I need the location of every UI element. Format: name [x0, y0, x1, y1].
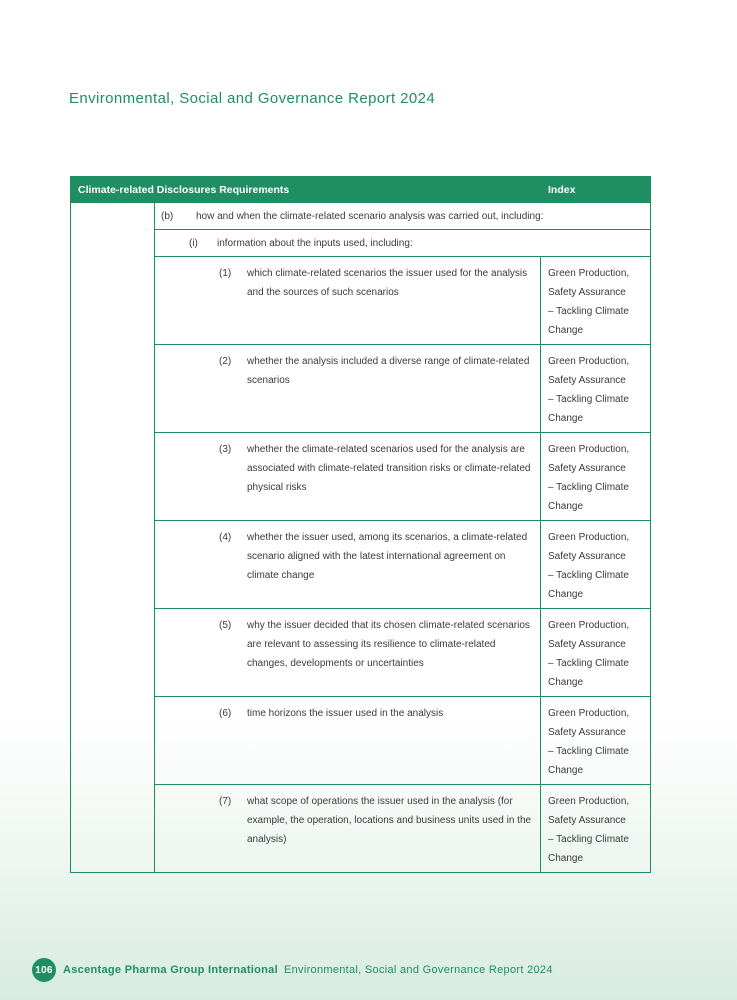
index-line: – Tackling Climate: [548, 394, 629, 405]
item-number: (3): [219, 444, 232, 455]
item-index-cell: [541, 785, 651, 873]
index-line: – Tackling Climate: [548, 746, 629, 757]
disclosures-table: [70, 176, 651, 873]
index-line: Green Production,: [548, 708, 630, 719]
item-index-cell: [541, 609, 651, 697]
index-line: Change: [548, 765, 584, 776]
index-line: Safety Assurance: [548, 639, 626, 650]
index-line: Change: [548, 501, 584, 512]
blank-left-cell: [71, 203, 155, 873]
item-index-cell: [541, 257, 651, 345]
index-line: – Tackling Climate: [548, 658, 629, 669]
row-i-label: (i): [189, 237, 198, 249]
index-line: Safety Assurance: [548, 727, 626, 738]
index-line: Change: [548, 589, 584, 600]
item-text: whether the issuer used, among its scenarios, a climate-related scenario aligned with the latest international agreement on climate change: [247, 532, 528, 581]
item-requirement-cell: [155, 345, 541, 433]
item-requirement-cell: [155, 785, 541, 873]
index-line: Green Production,: [548, 796, 630, 807]
item-text: time horizons the issuer used in the analysis: [247, 708, 444, 719]
index-line: Green Production,: [548, 444, 630, 455]
item-index-cell: [541, 697, 651, 785]
index-line: Change: [548, 325, 584, 336]
item-text: which climate-related scenarios the issuer used for the analysis and the sources of such scenarios: [247, 268, 528, 298]
table-header-row: [71, 177, 651, 203]
index-line: Green Production,: [548, 620, 630, 631]
report-title: Environmental, Social and Governance Report 2024: [69, 90, 436, 107]
item-number: (6): [219, 708, 232, 719]
table-row: [71, 345, 651, 433]
index-line: – Tackling Climate: [548, 570, 629, 581]
page-footer: [32, 958, 553, 982]
item-number: (7): [219, 796, 232, 807]
index-line: – Tackling Climate: [548, 834, 629, 845]
item-requirement-cell: [155, 697, 541, 785]
table-row: [71, 785, 651, 873]
index-line: Safety Assurance: [548, 375, 626, 386]
item-requirement-cell: [155, 257, 541, 345]
item-text: whether the analysis included a diverse range of climate-related scenarios: [247, 356, 530, 386]
index-line: Green Production,: [548, 268, 630, 279]
index-line: Safety Assurance: [548, 815, 626, 826]
index-line: Safety Assurance: [548, 463, 626, 474]
index-line: Safety Assurance: [548, 551, 626, 562]
index-line: Change: [548, 677, 584, 688]
item-requirement-cell: [155, 433, 541, 521]
item-requirement-cell: [155, 521, 541, 609]
index-line: – Tackling Climate: [548, 482, 629, 493]
table-row: [71, 230, 651, 257]
item-text: whether the climate-related scenarios used for the analysis are associated with climate-related transition risks or climate-related physical risks: [247, 444, 531, 493]
index-line: Change: [548, 413, 584, 424]
item-number: (5): [219, 620, 232, 631]
index-line: Change: [548, 853, 584, 864]
item-number: (2): [219, 356, 232, 367]
item-index-cell: [541, 433, 651, 521]
item-number: (1): [219, 268, 232, 279]
item-text: why the issuer decided that its chosen climate-related scenarios are relevant to assessing its resilience to climate-related changes, developments or uncertainties: [247, 620, 530, 669]
row-i-cell: [155, 230, 651, 257]
table-row: [71, 697, 651, 785]
header-requirements: Climate-related Disclosures Requirements: [71, 177, 541, 203]
table-row: [71, 521, 651, 609]
row-b-label: (b): [161, 210, 174, 222]
footer-report-title: Environmental, Social and Governance Report 2024: [283, 964, 553, 976]
table-row: [71, 203, 651, 230]
index-line: Safety Assurance: [548, 287, 626, 298]
row-b-text: how and when the climate-related scenario analysis was carried out, including:: [196, 210, 544, 222]
item-requirement-cell: [155, 609, 541, 697]
index-line: Green Production,: [548, 532, 630, 543]
index-line: – Tackling Climate: [548, 306, 629, 317]
row-b-cell: [155, 203, 651, 230]
table-row: [71, 257, 651, 345]
item-text: what scope of operations the issuer used in the analysis (for example, the operation, locations and business units used in the analysis): [247, 796, 532, 845]
page-number-badge: 106: [32, 958, 56, 982]
header-index: Index: [541, 177, 651, 203]
item-number: (4): [219, 532, 232, 543]
item-index-cell: [541, 521, 651, 609]
footer-company: Ascentage Pharma Group International: [63, 964, 278, 976]
row-i-text: information about the inputs used, including:: [217, 237, 413, 249]
item-index-cell: [541, 345, 651, 433]
table-row: [71, 609, 651, 697]
table-row: [71, 433, 651, 521]
index-line: Green Production,: [548, 356, 630, 367]
